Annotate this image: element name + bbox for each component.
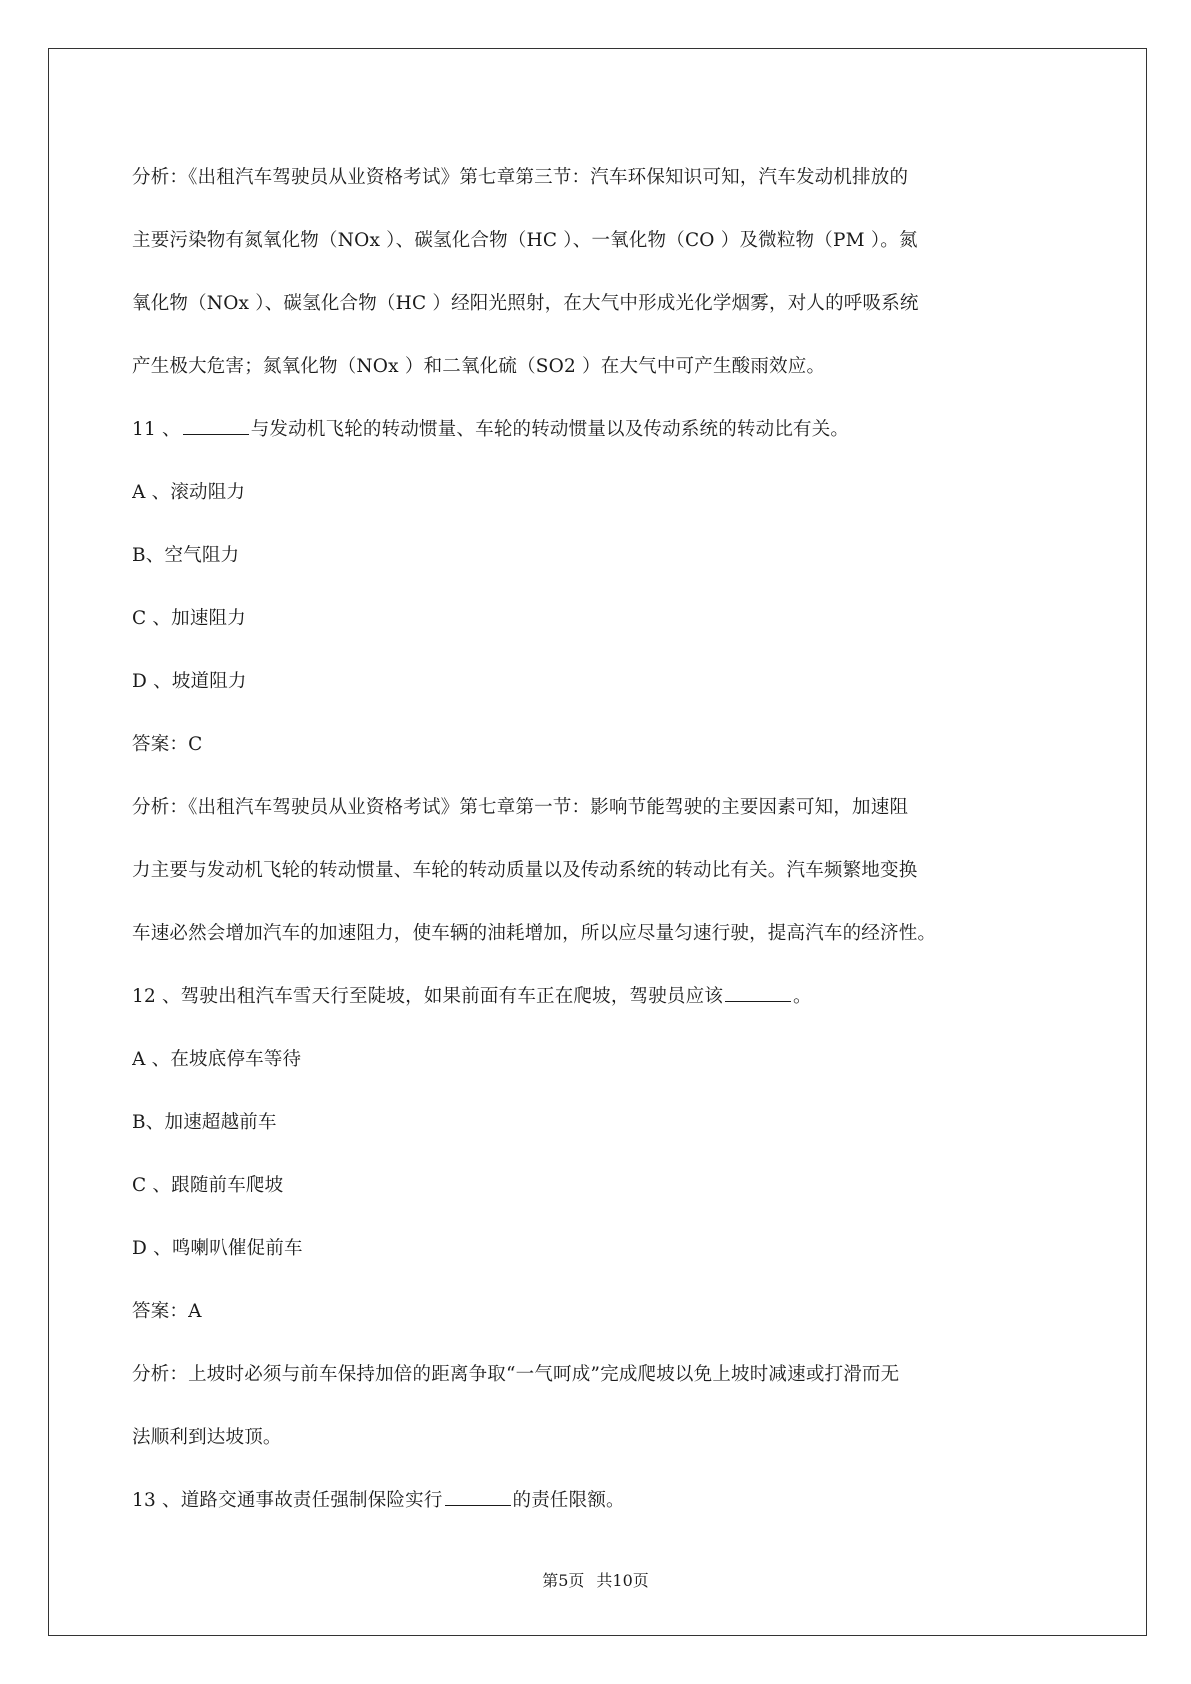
option-b: B、空气阻力 — [132, 545, 240, 566]
question-12-text: 12 、驾驶出租汽车雪天行至陡坡，如果前面有车正在爬坡，驾驶员应该 — [132, 986, 724, 1007]
page-total: 共10页 — [596, 1571, 649, 1590]
analysis-q10-line-1: 分析：《出租汽车驾驶员从业资格考试》第七章第三节：汽车环保知识可知，汽车发动机排放的 — [132, 167, 909, 188]
question-12 — [132, 965, 1062, 1028]
option-d: D 、鸣喇叭催促前车 — [132, 1238, 303, 1259]
option-a: A 、滚动阻力 — [132, 482, 246, 503]
analysis-q10-line-4: 产生极大危害；氮氧化物（NOx ）和二氧化硫（SO2 ）在大气中可产生酸雨效应。 — [132, 356, 826, 377]
answer-q11: 答案：C — [132, 734, 203, 755]
question-13-end: 的责任限额。 — [512, 1490, 625, 1511]
option-c: C 、跟随前车爬坡 — [132, 1175, 284, 1196]
answer-blank — [183, 416, 249, 436]
answer-blank — [725, 983, 791, 1003]
question-11-number: 11 、 — [132, 419, 181, 440]
analysis-q12-line-1: 分析：上坡时必须与前车保持加倍的距离争取“一气呵成”完成爬坡以免上坡时减速或打滑而无 — [132, 1364, 900, 1385]
answer-q12: 答案：A — [132, 1301, 202, 1322]
page-footer — [0, 1568, 1191, 1591]
analysis-q11-line-2: 力主要与发动机飞轮的转动惯量、车轮的转动质量以及传动系统的转动比有关。汽车频繁地变换 — [132, 860, 918, 881]
answer-blank — [445, 1487, 511, 1507]
document-body — [132, 146, 1062, 1532]
question-12-end: 。 — [793, 986, 812, 1007]
analysis-q11-line-3: 车速必然会增加汽车的加速阻力，使车辆的油耗增加，所以应尽量匀速行驶，提高汽车的经济性。 — [132, 923, 937, 944]
analysis-q10-line-3: 氧化物（NOx ）、碳氢化合物（HC ）经阳光照射，在大气中形成光化学烟雾，对人的呼吸系统 — [132, 293, 919, 314]
question-11 — [132, 398, 1062, 461]
question-13-text: 13 、道路交通事故责任强制保险实行 — [132, 1490, 443, 1511]
option-b: B、加速超越前车 — [132, 1112, 277, 1133]
analysis-q10-line-2: 主要污染物有氮氧化物（NOx ）、碳氢化合物（HC ）、一氧化物（CO ）及微粒物（PM ）。氮 — [132, 230, 918, 251]
analysis-q11-line-1: 分析：《出租汽车驾驶员从业资格考试》第七章第一节：影响节能驾驶的主要因素可知，加速阻 — [132, 797, 909, 818]
analysis-q12-line-2: 法顺利到达坡顶。 — [132, 1427, 282, 1448]
page-number: 第5页 — [542, 1571, 585, 1590]
question-13 — [132, 1469, 1062, 1532]
option-d: D 、坡道阻力 — [132, 671, 247, 692]
option-c: C 、加速阻力 — [132, 608, 246, 629]
option-a: A 、在坡底停车等待 — [132, 1049, 302, 1070]
question-11-text: 与发动机飞轮的转动惯量、车轮的转动惯量以及传动系统的转动比有关。 — [250, 419, 850, 440]
